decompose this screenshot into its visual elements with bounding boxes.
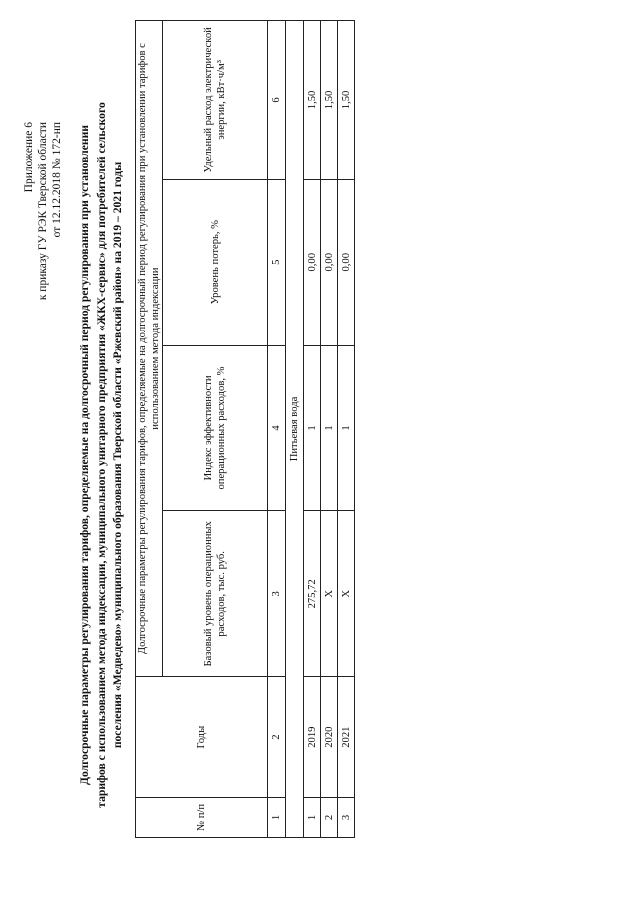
column-number: 3 <box>268 511 286 677</box>
row-losses: 0,00 <box>338 179 355 345</box>
table-header-row <box>136 21 163 838</box>
row-energy: 1,50 <box>338 21 355 180</box>
column-number: 6 <box>268 21 286 180</box>
row-year: 2021 <box>338 677 355 798</box>
row-year: 2019 <box>304 677 321 798</box>
header-losses: Уровень потерь, % <box>163 179 268 345</box>
header-group: Долгосрочные параметры регулирования тарифов, определяемые на долгосрочный период регулирования при установлении тарифов с использованием метода индексации <box>136 21 163 677</box>
parameters-table <box>135 20 355 838</box>
section-row <box>286 21 304 838</box>
row-losses: 0,00 <box>304 179 321 345</box>
row-year: 2020 <box>321 677 338 798</box>
row-efficiency-index: 1 <box>338 345 355 511</box>
row-efficiency-index: 1 <box>321 345 338 511</box>
header-efficiency-index: Индекс эффективности операционных расходов, % <box>163 345 268 511</box>
row-energy: 1,50 <box>321 21 338 180</box>
row-losses: 0,00 <box>321 179 338 345</box>
row-base-opex: Х <box>338 511 355 677</box>
row-base-opex: 275,72 <box>304 511 321 677</box>
header-number: № п/п <box>136 798 268 838</box>
section-title: Питьевая вода <box>286 21 304 838</box>
row-number: 2 <box>321 798 338 838</box>
column-number: 5 <box>268 179 286 345</box>
row-energy: 1,50 <box>304 21 321 180</box>
column-number: 4 <box>268 345 286 511</box>
row-base-opex: Х <box>321 511 338 677</box>
header-base-opex: Базовый уровень операционных расходов, тыс. руб. <box>163 511 268 677</box>
table-row <box>321 21 338 838</box>
appendix-line: к приказу ГУ РЭК Тверской области <box>37 122 49 301</box>
table-row <box>338 21 355 838</box>
row-number: 1 <box>304 798 321 838</box>
column-number: 2 <box>268 677 286 798</box>
row-number: 3 <box>338 798 355 838</box>
appendix-line: от 12.12.2018 № 172-нп <box>51 122 63 238</box>
appendix-note <box>22 122 64 300</box>
header-years: Годы <box>136 677 268 798</box>
table-row <box>304 21 321 838</box>
header-energy-consumption: Удельный расход электрической энергии, кВт·ч/м³ <box>163 21 268 180</box>
appendix-line: Приложение 6 <box>23 122 35 193</box>
column-number: 1 <box>268 798 286 838</box>
title-line: тарифов с использованием метода индексации, муниципального унитарного предприятия «ЖКХ-сервис» для потребителей сельского <box>94 102 108 808</box>
document-title <box>77 68 127 842</box>
title-line: Долгосрочные параметры регулирования тарифов, определяемые на долгосрочный период регулирования при установлении <box>78 125 91 785</box>
title-line: поселения «Медведево» муниципального образования Тверской области «Ржевский район» на 2019 – 2021 годы <box>111 161 124 749</box>
row-efficiency-index: 1 <box>304 345 321 511</box>
column-number-row <box>268 21 286 838</box>
